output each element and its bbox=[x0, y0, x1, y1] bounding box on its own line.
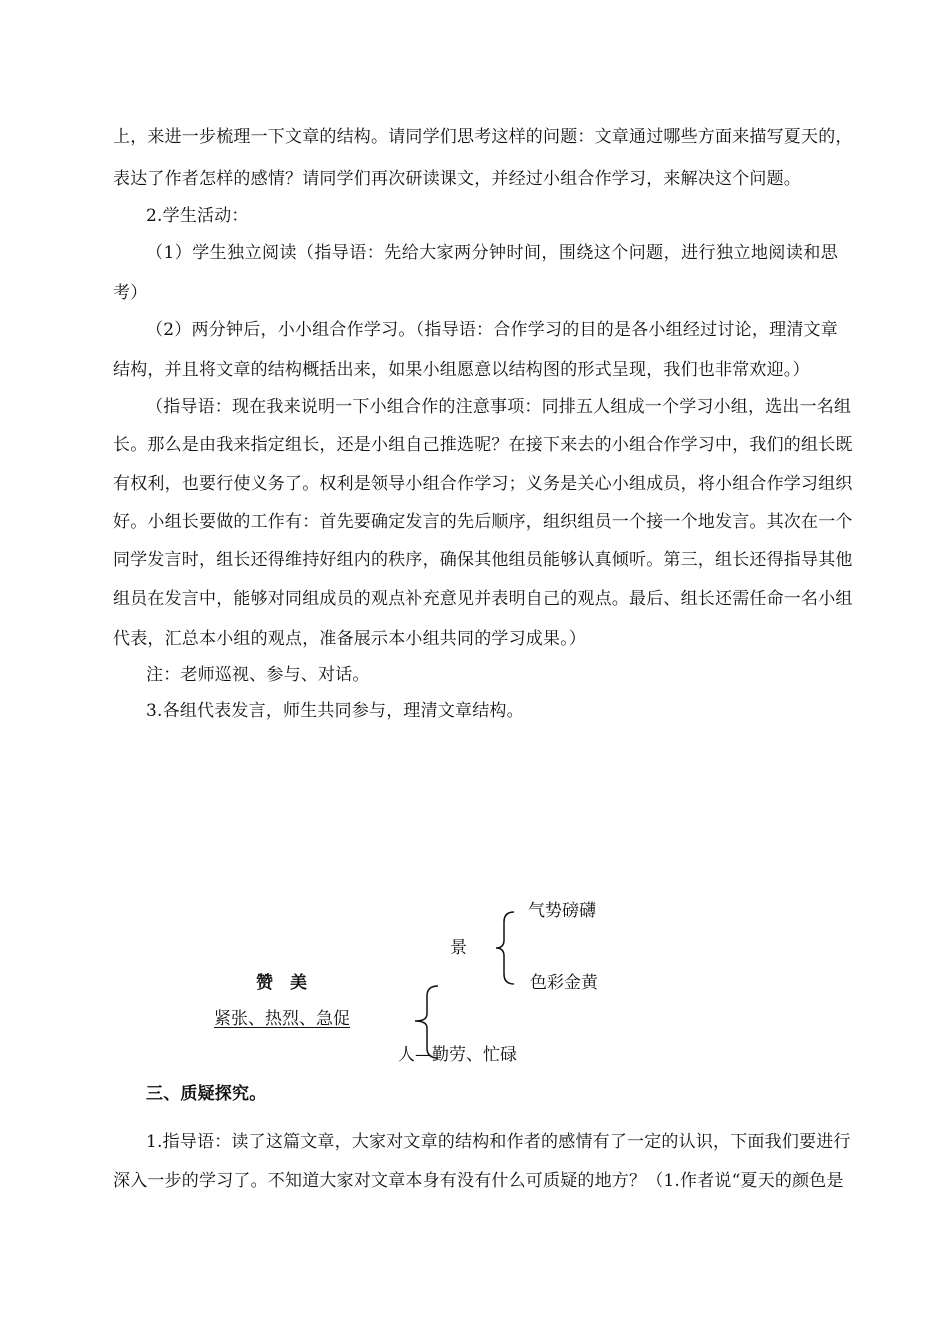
note-line: 注：老师巡视、参与、对话。 bbox=[146, 665, 370, 685]
paragraph-line: 考） bbox=[113, 283, 148, 303]
diagram-top-item-2: 色彩金黄 bbox=[530, 973, 598, 993]
paragraph-line: 2.学生活动： bbox=[146, 206, 249, 226]
paragraph-line: 好。小组长要做的工作有：首先要确定发言的先后顺序，组织组员一个接一个地发言。其次在一个 bbox=[113, 512, 853, 532]
diagram-bottom-label: 人—勤劳、忙碌 bbox=[398, 1045, 517, 1065]
paragraph-line: 组员在发言中，能够对同组成员的观点补充意见并表明自己的观点。最后、组长还需任命一名小组 bbox=[113, 589, 853, 609]
paragraph-line: （1）学生独立阅读（指导语：先给大家两分钟时间，围绕这个问题，进行独立地阅读和思 bbox=[146, 243, 838, 263]
paragraph-line: 结构，并且将文章的结构概括出来，如果小组愿意以结构图的形式呈现，我们也非常欢迎。） bbox=[113, 360, 810, 380]
paragraph-line: （指导语：现在我来说明一下小组合作的注意事项：同排五人组成一个学习小组，选出一名组 bbox=[146, 397, 852, 417]
paragraph-line: 表达了作者怎样的感情？请同学们再次研读课文，并经过小组合作学习，来解决这个问题。 bbox=[113, 169, 801, 189]
diagram-left-subtitle: 紧张、热烈、急促 bbox=[214, 1009, 350, 1029]
diagram-mid-label: 景 bbox=[450, 938, 467, 958]
paragraph-line: 代表，汇总本小组的观点，准备展示本小组共同的学习成果。） bbox=[113, 629, 587, 649]
diagram-top-item-1: 气势磅礴 bbox=[528, 901, 596, 921]
paragraph-line: 深入一步的学习了。不知道大家对文章本身有没有什么可质疑的地方？（1.作者说“夏天的颜色是 bbox=[113, 1171, 844, 1191]
paragraph-line: 1.指导语：读了这篇文章，大家对文章的结构和作者的感情有了一定的认识，下面我们要进行 bbox=[146, 1132, 851, 1152]
paragraph-line: 有权利，也要行使义务了。权利是领导小组合作学习；义务是关心小组成员，将小组合作学习组织 bbox=[113, 474, 853, 494]
paragraph-line: 同学发言时，组长还得维持好组内的秩序，确保其他组员能够认真倾听。第三，组长还得指导其他 bbox=[113, 550, 853, 570]
paragraph-line: 长。那么是由我来指定组长，还是小组自己推选呢？在接下来去的小组合作学习中，我们的组长既 bbox=[113, 435, 853, 455]
paragraph-line: 3.各组代表发言，师生共同参与，理清文章结构。 bbox=[146, 701, 524, 721]
section-heading: 三、质疑探究。 bbox=[146, 1084, 267, 1104]
diagram-left-title: 赞 美 bbox=[256, 973, 307, 993]
diagram-top-brace bbox=[494, 910, 518, 988]
paragraph-line: 上，来进一步梳理一下文章的结构。请同学们思考这样的问题：文章通过哪些方面来描写夏天的， bbox=[113, 127, 853, 147]
paragraph-line: （2）两分钟后，小小组合作学习。（指导语：合作学习的目的是各小组经过讨论，理清文章 bbox=[146, 320, 838, 340]
